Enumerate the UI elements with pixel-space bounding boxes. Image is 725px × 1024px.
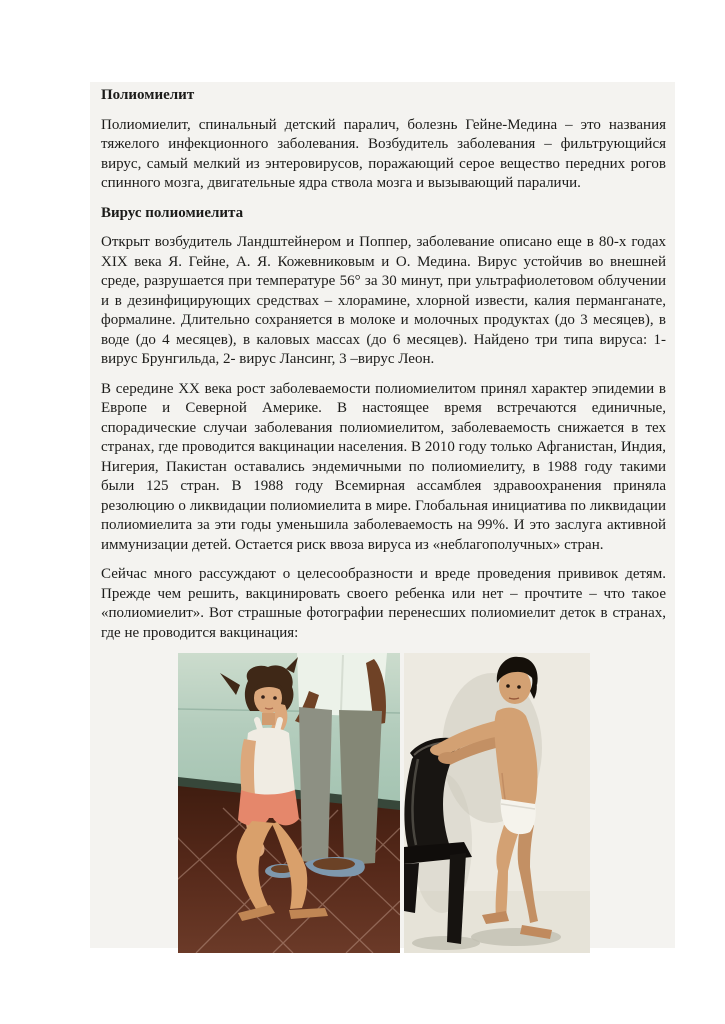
paragraph-intro: Полиомиелит, спинальный детский паралич, болезнь Гейне-Медина – это названия тяжелого инфекционного заболевания. Возбудитель заболевания – фильтрующийся вирус, самый мелкий из энтеровирусов, поражающий серое вещество передних рогов спинного мозга, двигательные ядра ствола мозга и вызывающий параличи. — [101, 116, 666, 191]
document-sheet — [90, 82, 675, 948]
photo-girl-with-polio — [178, 653, 400, 953]
paragraph-virus-properties: Открыт возбудитель Ландштейнером и Поппер, заболевание описано еще в 80-х годах XIX века Я. Гейне, А. Я. Кожевниковым и О. Медина. Вирус устойчив во внешней среде, разрушается при температуре 56° за 30 минут, при ультрафиолетовом облучении и в дезинфицирующих средствах – хлорамине, хлорной извести, калия перманганате, формалине. Длительно сохраняется в молоке и молочных продуктах (до 3 месяцев), в воде (до 4 месяцев), в каловых массах (до 6 месяцев). Найдено три типа вируса: 1-вирус Брунгильда, 2- вирус Лансинг, 3 –вирус Леон. — [101, 234, 666, 367]
paragraph-epidemiology: В середине XX века рост заболеваемости полиомиелитом принял характер эпидемии в Европе и Северной Америке. В настоящее время встречаются единичные, спорадические случаи заболевания полиомиелитом, заболеваемость снижается в тех странах, где проводится вакцинации населения. В 2010 году только Афганистан, Индия, Нигерия, Пакистан оставались эндемичными по полиомиелиту, в 1988 году такими были 125 стран. В 1988 году Всемирная ассамблея здравоохранения приняла резолюцию о ликвидации полиомиелита в мире. Глобальная инициатива по ликвидации полиомиелита за эти годы уменьшила заболеваемость на 99%. И это заслуга активной иммунизации детей. Остается риск ввоза вируса из «неблагополучных» стран. — [101, 380, 666, 553]
doc-heading: Полиомиелит — [101, 87, 195, 103]
photo-boy-with-polio — [404, 653, 590, 953]
paragraph-vaccination-debate: Сейчас много рассуждают о целесообразности и вреде проведения прививок детям. Прежде чем решить, вакцинировать своего ребенка или нет – прочтите – что такое «полиомиелит». Вот страшные фотографии перенесших полиомиелит деток в странах, где не проводится вакцинация: — [101, 566, 666, 641]
section-heading-virus: Вирус полиомиелита — [101, 204, 244, 221]
photo-row — [101, 653, 666, 953]
